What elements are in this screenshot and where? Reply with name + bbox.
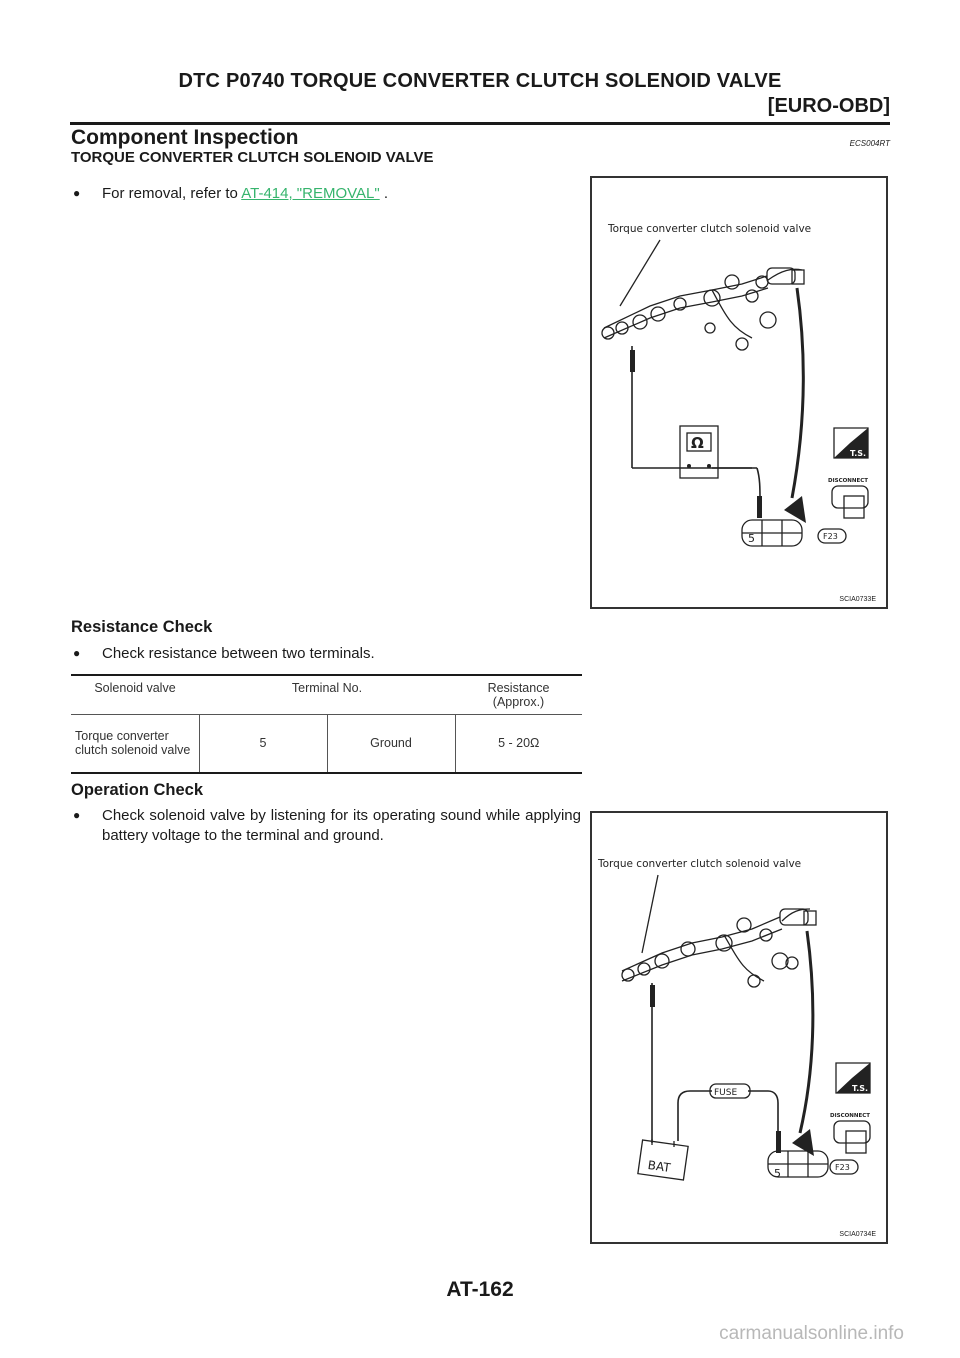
lead-tip-top <box>650 985 655 1007</box>
figure2-disconnect: DISCONNECT <box>830 1113 871 1119</box>
operation-bullet <box>73 806 93 826</box>
figure1-terminal: 5 <box>748 532 755 545</box>
operation-bullet-text: Check solenoid valve by listening for its operating sound while applying battery voltage to the terminal and ground. <box>102 807 581 844</box>
header-divider <box>70 122 890 125</box>
page-header-subtitle: [EURO-OBD] <box>767 95 890 117</box>
table-cell: Ground <box>327 715 455 773</box>
table-header-cell: Resistance (Approx.) <box>487 681 550 709</box>
table-cell: 5 <box>199 715 327 773</box>
probe-tip-top <box>630 350 635 372</box>
resistance-diagram <box>592 178 886 607</box>
figure2-id: SCIA0734E <box>839 1231 876 1238</box>
table-header-cell: Solenoid valve <box>94 681 176 695</box>
table-row <box>71 715 582 773</box>
table-cell: Torque converter clutch solenoid valve <box>75 729 191 758</box>
figure1-id: SCIA0733E <box>839 596 876 603</box>
section-subtitle: TORQUE CONVERTER CLUTCH SOLENOID VALVE <box>71 149 434 166</box>
probe-tip-bottom <box>757 496 762 518</box>
table-cell: 5 - 20Ω <box>455 715 582 773</box>
table-header-cell: Terminal No. <box>291 681 363 695</box>
figure2-connector: F23 <box>835 1163 850 1172</box>
figure2-terminal: 5 <box>774 1167 781 1180</box>
figure-operation-check <box>590 811 888 1244</box>
removal-bullet <box>73 184 553 204</box>
page-number: AT-162 <box>446 1278 514 1301</box>
fuse-label: FUSE <box>714 1088 738 1098</box>
ts-badge-icon: T.S. <box>850 449 867 458</box>
ohm-icon: Ω <box>691 434 704 452</box>
removal-trail: . <box>383 185 389 202</box>
section-title: Component Inspection <box>71 126 299 149</box>
section-code: ECS004RT <box>849 139 890 148</box>
watermark: carmanualsonline.info <box>719 1323 904 1344</box>
operation-diagram <box>592 813 886 1242</box>
battery-label: BAT <box>646 1157 672 1176</box>
bullet-icon: ● <box>73 808 81 822</box>
figure1-caption: Torque converter clutch solenoid valve <box>608 223 812 235</box>
bullet-icon: ● <box>73 646 81 660</box>
arrow-head <box>784 496 806 523</box>
figure1-disconnect: DISCONNECT <box>828 478 869 484</box>
ts-badge-icon: T.S. <box>852 1084 869 1093</box>
bullet-icon: ● <box>73 186 81 200</box>
table-header-row <box>71 675 582 715</box>
lead-tip-bottom <box>776 1131 781 1153</box>
removal-text: For removal, refer to <box>102 185 238 202</box>
resistance-table <box>71 674 582 774</box>
figure2-caption: Torque converter clutch solenoid valve <box>598 858 802 870</box>
removal-link[interactable]: AT-414, "REMOVAL" <box>241 185 380 202</box>
figure1-connector: F23 <box>823 532 838 541</box>
page-header-title: DTC P0740 TORQUE CONVERTER CLUTCH SOLENOID VALVE <box>178 70 782 92</box>
resistance-heading: Resistance Check <box>71 618 213 636</box>
resistance-bullet-text: Check resistance between two terminals. <box>102 645 375 662</box>
figure-resistance-check <box>590 176 888 609</box>
arrow-head <box>792 1129 814 1156</box>
operation-heading: Operation Check <box>71 781 204 799</box>
resistance-bullet <box>73 644 553 664</box>
